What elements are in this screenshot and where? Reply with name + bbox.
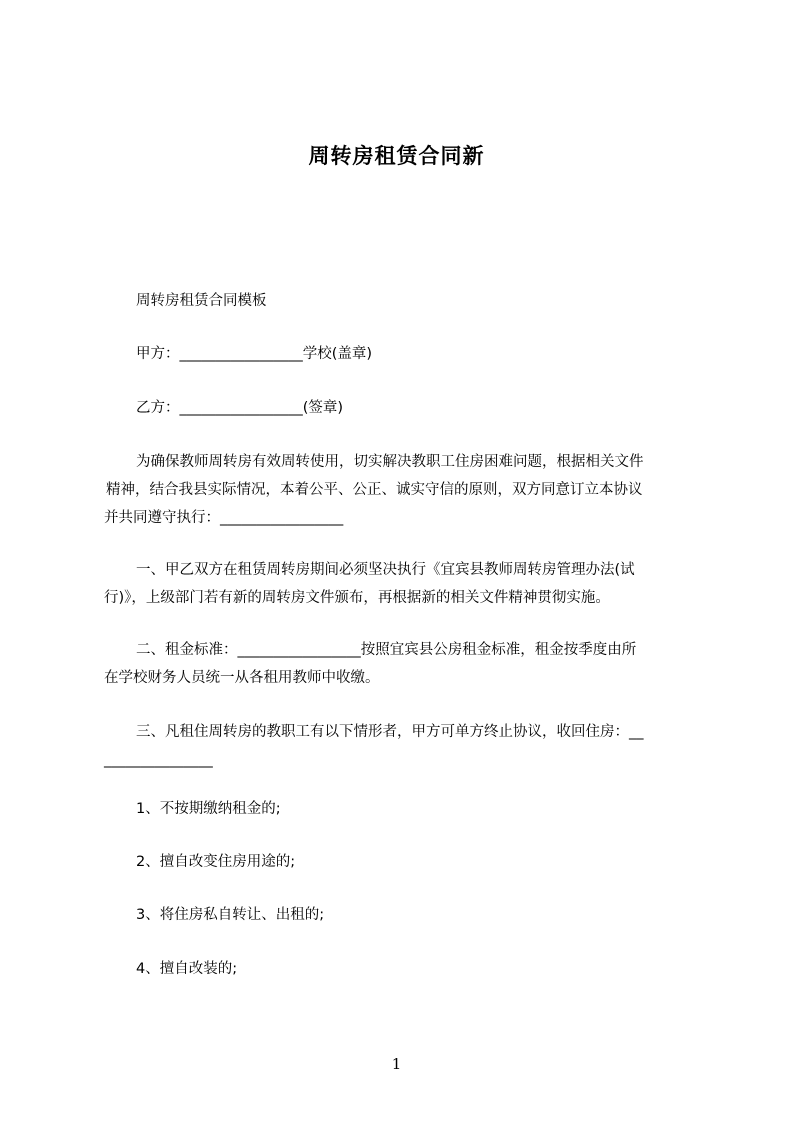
clause-1-line: 一、甲乙双方在租赁周转房期间必须坚决执行《宜宾县教师周转房管理办法(试 xyxy=(136,562,635,578)
document-title: 周转房租赁合同新 xyxy=(308,144,485,168)
clause-3-line: _______________ xyxy=(104,752,213,768)
intro-line: 并共同遵守执行：_________________ xyxy=(104,510,344,526)
list-item: 3、将住房私自转让、出租的; xyxy=(136,907,325,923)
list-item: 2、擅自改变住房用途的; xyxy=(136,854,296,870)
clause-3-line: 三、凡租住周转房的教职工有以下情形者，甲方可单方终止协议，收回住房：__ xyxy=(136,724,644,740)
clause-2-line: 二、租金标准：_________________按照宜宾县公房租金标准，租金按季度由所 xyxy=(136,642,637,658)
party-b-line: 乙方：_________________(签章) xyxy=(136,400,344,416)
intro-paragraph xyxy=(104,448,704,532)
clause-3-paragraph xyxy=(104,718,704,774)
intro-line: 精神，结合我县实际情况，本着公平、公正、诚实守信的原则，双方同意订立本协议 xyxy=(106,482,643,498)
clause-2-paragraph xyxy=(104,636,704,692)
clause-1-paragraph xyxy=(104,556,704,612)
list-item: 1、不按期缴纳租金的; xyxy=(136,801,281,817)
clause-2-line: 在学校财务人员统一从各租用教师中收缴。 xyxy=(104,670,380,686)
document-subtitle: 周转房租赁合同模板 xyxy=(136,293,267,309)
list-item: 4、擅自改装的; xyxy=(136,961,238,977)
page-number: 1 xyxy=(391,1055,402,1073)
clause-1-line: 行)》，上级部门若有新的周转房文件颁布，再根据新的相关文件精神贯彻实施。 xyxy=(104,590,610,606)
intro-line: 为确保教师周转房有效周转使用，切实解决教职工住房困难问题，根据相关文件 xyxy=(136,454,644,470)
party-a-line: 甲方：_________________学校(盖章) xyxy=(136,346,373,362)
